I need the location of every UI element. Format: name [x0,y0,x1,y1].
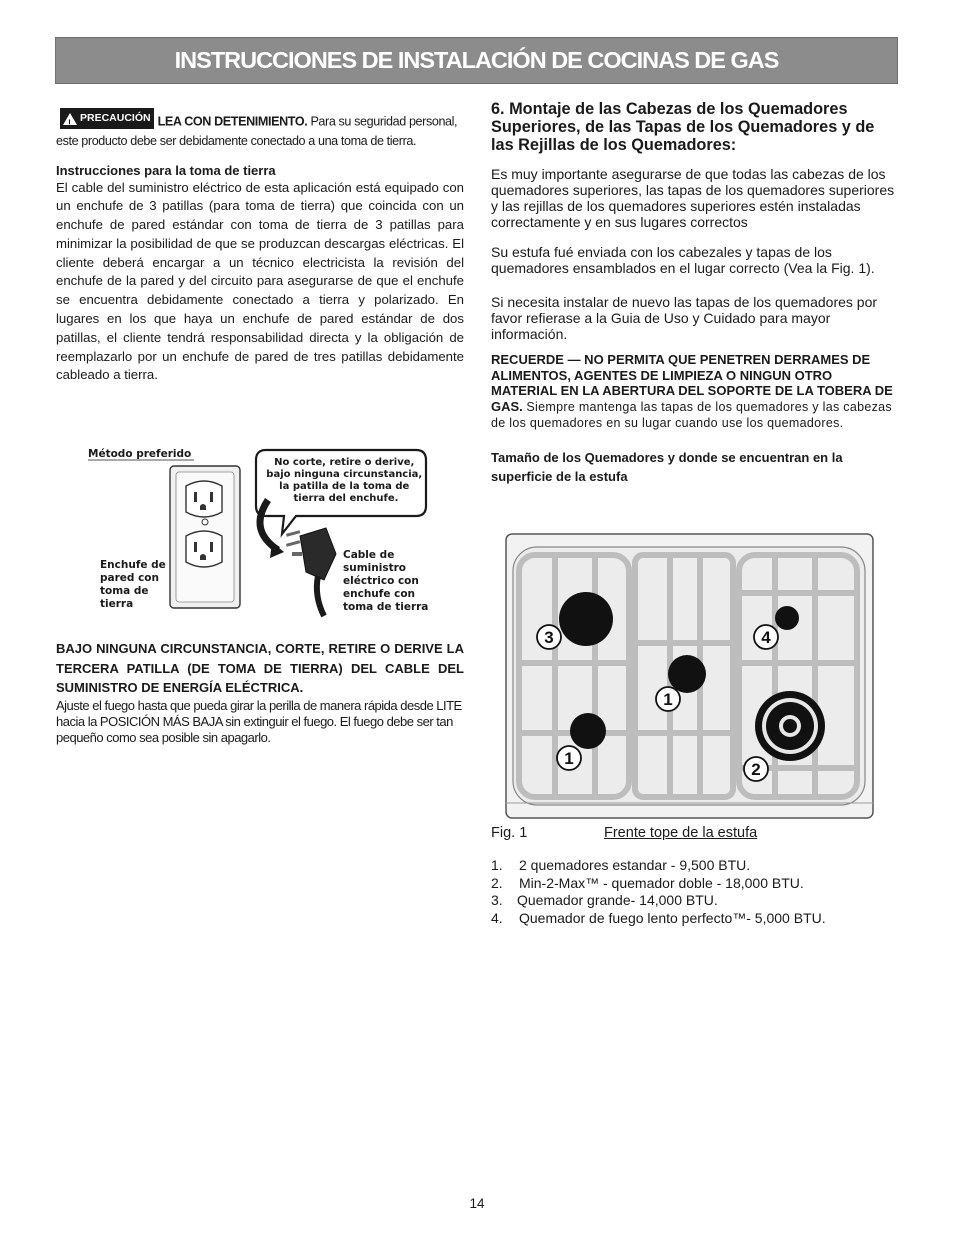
warning-paragraph [56,639,464,746]
warning-text: Ajuste el fuego hasta que pueda girar la perilla de manera rápida desde LITE hacia la POSICIÓN MÁS BAJA sin extinguir el fuego. El fuego debe ser tan pequeño como sea posible sin apagarlo. [56,697,462,745]
label-burner-1-center: 1 [663,690,673,709]
caution-badge-label: PRECAUCIÓN [80,112,151,124]
list-item: 4. Quemador de fuego lento perfecto™- 5,000 BTU. [491,909,826,926]
figure-label: Fig. 1 [491,825,528,841]
list-item: 3. Quemador grande- 14,000 BTU. [491,892,718,908]
wall-outlet-icon [170,466,240,608]
burner-center [668,655,706,693]
recuerde-bold: RECUERDE — NO PERMITA QUE PENETREN DERRAMES DE ALIMENTOS, AGENTES DE LIMPIEZA O NINGUN OTRO MATERIAL EN LA ABERTURA DEL SOPORTE DE LA TOBERA DE GAS. [491,352,893,414]
caution-text: Para su seguridad personal, este producto debe ser debidamente conectado a una toma de tierra. [56,114,458,148]
cooktop-figure [505,533,874,819]
warning-bubble [256,450,426,534]
plug-icon [286,528,336,616]
preferred-method-label: Método preferido [88,448,192,460]
right-column [491,100,899,487]
caution-bold: LEA CON DETENIMIENTO. [157,114,308,129]
para-3: Si necesita instalar de nuevo las tapas de los quemadores por favor refierase a la Guia de Uso y Cuidado para mayor información. [491,294,878,342]
section-title: 6. Montaje de las Cabezas de los Quemadores Superiores, de las Tapas de los Quemadores y de las Rejillas de los Quemadores: [491,100,875,154]
outlet-label: Enchufe de pared con toma de tierra [100,559,166,610]
grounding-figure [86,440,436,620]
label-burner-1-front: 1 [564,749,574,768]
page-number: 14 [469,1196,485,1211]
svg-text:No corte, retire o derive,: No corte, retire o derive, bajo ninguna circunstancia, la patilla de la toma de tierra del enchufe. [266,457,423,504]
warning-bold: BAJO NINGUNA CIRCUNSTANCIA, CORTE, RETIRE O DERIVE LA TERCERA PATILLA (DE TOMA DE TIERRA) DEL CABLE DEL SUMINISTRO DE ENERGÍA ELÉCTRICA. [56,641,464,695]
warning-triangle-icon [63,113,77,125]
ground-text: El cable del suministro eléctrico de esta aplicación está equipado con un enchufe de 3 patillas (para toma de tierra) que coincida con un enchufe de pared estándar con toma de tierra de 3 patillas para minimizar la posibilidad de que se produzcan descargas eléctricas. El cliente deberá encargar a un técnico electricista la revisión del enchufe de la pared y del circuito para asegurarse de que el enchufe se encuentra debidamente conectado a tierra y polarizado. En lugares en los que haya un enchufe de pared estándar de dos patillas, el cliente tendrá responsabilidad directa y la obligación de reemplazarlo por un enchufe de pared de tres patillas debidamente cableado a tierra. [56,179,464,383]
burner-simmer [775,606,799,630]
burner-dual [755,691,825,761]
cable-label: Cable de suministro eléctrico con enchufe con toma de tierra [343,549,429,613]
list-item: 1. 2 quemadores estandar - 9,500 BTU. [491,857,751,873]
figure-front-label: Frente tope de la estufa [604,825,758,841]
burner-list [491,857,899,927]
label-burner-2: 2 [751,760,761,779]
list-item: 2. Min-2-Max™ - quemador doble - 18,000 BTU. [491,874,804,891]
recuerde-text: Siempre mantenga las tapas de los quemadores y las cabezas de los quemadores en su lugar cuando use los quemadores. [491,399,892,430]
para-2: Su estufa fué enviada con los cabezales y tapas de los quemadores ensamblados en el lugar correcto (Vea la Fig. 1). [491,244,875,276]
label-burner-3: 3 [544,628,554,647]
left-column [56,108,464,385]
recuerde-paragraph [491,352,899,432]
para-1: Es muy importante asegurarse de que todas las cabezas de los quemadores superiores, las tapas de los quemadores superiores y las rejillas de los quemadores superiores estén instaladas correctamente y en sus lugares correctos [491,166,895,230]
caution-badge [60,108,154,129]
burner-left-front [570,713,606,749]
burner-size-heading: Tamaño de los Quemadores y donde se encuentran en la superficie de la estufa [491,449,843,484]
caution-paragraph [56,108,464,151]
page-title: INSTRUCCIONES DE INSTALACIÓN DE COCINAS DE GAS [174,47,779,73]
ground-heading: Instrucciones para la toma de tierra [56,162,276,178]
burner-large [559,592,613,646]
header-bar [55,37,898,84]
label-burner-4: 4 [761,628,771,647]
